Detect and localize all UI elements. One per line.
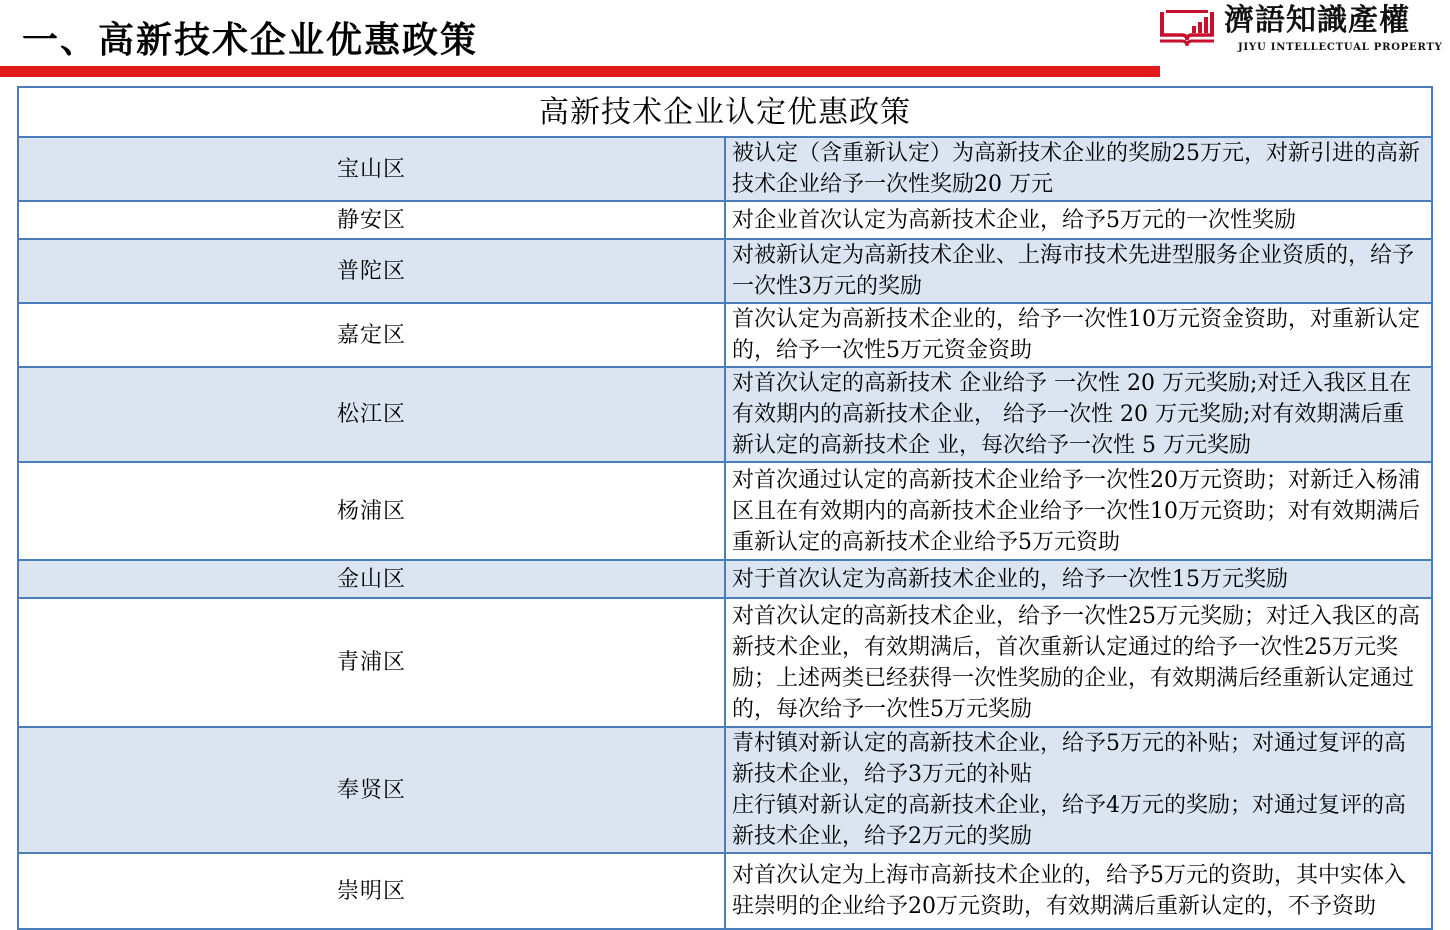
- policy-text: 对首次认定的高新技术 企业给予 一次性 20 万元奖励;对迁入我区且在有效期内的高新技术企业， 给予一次性 20 万元奖励;对有效期满后重新认定的高新技术企 业，每次给予一次性 5 万元奖励: [732, 371, 1412, 458]
- table-row: [18, 303, 1432, 367]
- district-cell: 奉贤区: [18, 727, 725, 853]
- district-cell: 宝山区: [18, 137, 725, 201]
- policy-text: 青村镇对新认定的高新技术企业，给予5万元的补贴；对通过复评的高新技术企业，给予3万元的补贴: [732, 731, 1406, 787]
- table-row: [18, 727, 1432, 853]
- policy-cell: [725, 560, 1432, 598]
- table-row: [18, 598, 1432, 727]
- district-cell: 普陀区: [18, 239, 725, 303]
- policy-text: 被认定（含重新认定）为高新技术企业的奖励25万元，对新引进的高新技术企业给予一次性奖励20 万元: [732, 141, 1420, 197]
- policy-cell: [725, 598, 1432, 727]
- table-row: [18, 239, 1432, 303]
- policy-cell: [725, 853, 1432, 929]
- policy-cell: [725, 367, 1432, 462]
- table-row: [18, 137, 1432, 201]
- policy-text: 对企业首次认定为高新技术企业，给予5万元的一次性奖励: [732, 207, 1296, 233]
- table-row: [18, 367, 1432, 462]
- table-row: [18, 462, 1432, 560]
- district-cell: 崇明区: [18, 853, 725, 929]
- district-cell: 青浦区: [18, 598, 725, 727]
- district-cell: 嘉定区: [18, 303, 725, 367]
- district-cell: 松江区: [18, 367, 725, 462]
- policy-text: 对首次认定为上海市高新技术企业的，给予5万元的资助，其中实体入驻崇明的企业给予20万元资助，有效期满后重新认定的，不予资助: [732, 863, 1406, 919]
- district-cell: 杨浦区: [18, 462, 725, 560]
- policy-text: 首次认定为高新技术企业的，给予一次性10万元资金资助，对重新认定的，给予一次性5万元资金资助: [732, 307, 1420, 363]
- policy-table: [17, 86, 1433, 930]
- district-cell: 静安区: [18, 201, 725, 239]
- policy-cell: [725, 462, 1432, 560]
- policy-table-body: [18, 137, 1432, 929]
- title-underline-bar: [0, 66, 1160, 77]
- company-logo: [1158, 2, 1448, 54]
- policy-cell: [725, 727, 1432, 853]
- table-row: [18, 853, 1432, 929]
- policy-text: 庄行镇对新认定的高新技术企业，给予4万元的奖励；对通过复评的高新技术企业，给予2万元的奖励: [732, 793, 1406, 849]
- logo-name-cn: 濟語知識產權: [1224, 3, 1410, 38]
- policy-text: 对首次认定的高新技术企业，给予一次性25万元奖励；对迁入我区的高新技术企业，有效期满后，首次重新认定通过的给予一次性25万元奖励；上述两类已经获得一次性奖励的企业，有效期满后经重新认定通过的，每次给予一次性5万元奖励: [732, 603, 1420, 722]
- policy-text: 对于首次认定为高新技术企业的，给予一次性15万元奖励: [732, 566, 1288, 592]
- policy-cell: [725, 239, 1432, 303]
- policy-text: 对首次通过认定的高新技术企业给予一次性20万元资助；对新迁入杨浦区且在有效期内的高新技术企业给予一次性10万元资助；对有效期满后重新认定的高新技术企业给予5万元资助: [732, 467, 1420, 555]
- policy-cell: [725, 201, 1432, 239]
- table-row: [18, 560, 1432, 598]
- table-title: 高新技术企业认定优惠政策: [18, 87, 1432, 137]
- policy-text: 对被新认定为高新技术企业、上海市技术先进型服务企业资质的，给予一次性3万元的奖励: [732, 243, 1415, 299]
- policy-cell: [725, 303, 1432, 367]
- logo-name-en: JIYU INTELLECTUAL PROPERTY: [1238, 42, 1443, 53]
- book-chart-icon: [1158, 8, 1216, 48]
- table-row: [18, 201, 1432, 239]
- policy-cell: [725, 137, 1432, 201]
- district-cell: 金山区: [18, 560, 725, 598]
- page-title: 一、高新技术企业优惠政策: [22, 19, 479, 61]
